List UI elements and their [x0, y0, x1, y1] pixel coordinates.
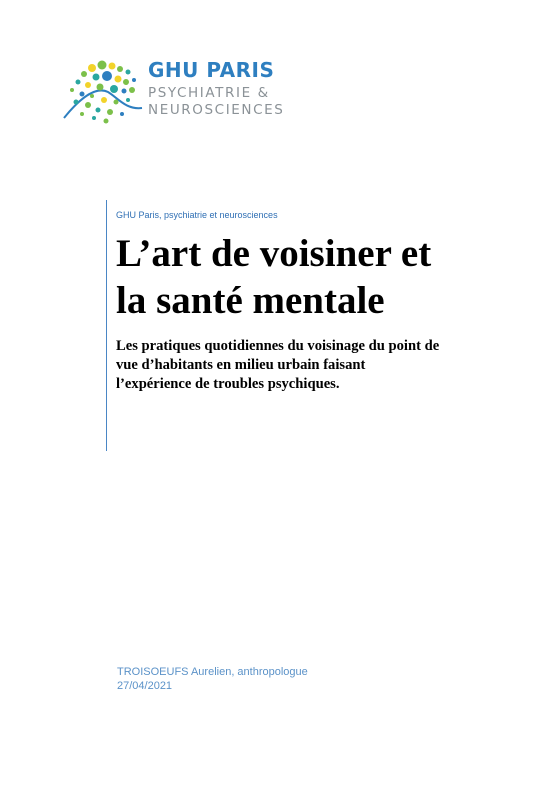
author-block	[117, 665, 308, 693]
organization-line: GHU Paris, psychiatrie et neurosciences	[116, 210, 278, 220]
document-title: L’art de voisiner et la santé mentale	[116, 232, 432, 322]
logo-wordmark	[148, 58, 284, 119]
title-block	[106, 200, 446, 451]
logo-subtitle-line1: PSYCHIATRIE &	[148, 85, 270, 101]
ghu-paris-logo	[62, 58, 292, 130]
logo-subtitle-line2: NEUROSCIENCES	[148, 102, 285, 118]
logo-name: GHU PARIS	[148, 58, 275, 82]
date-line: 27/04/2021	[117, 680, 173, 692]
author-line: TROISOEUFS Aurelien, anthropologue	[117, 666, 308, 678]
dots-arc-logo-icon	[62, 58, 144, 126]
document-subtitle: Les pratiques quotidiennes du voisinage du point de vue d’habitants en milieu urbain faisant l’expérience de troubles psychiques.	[116, 338, 440, 392]
